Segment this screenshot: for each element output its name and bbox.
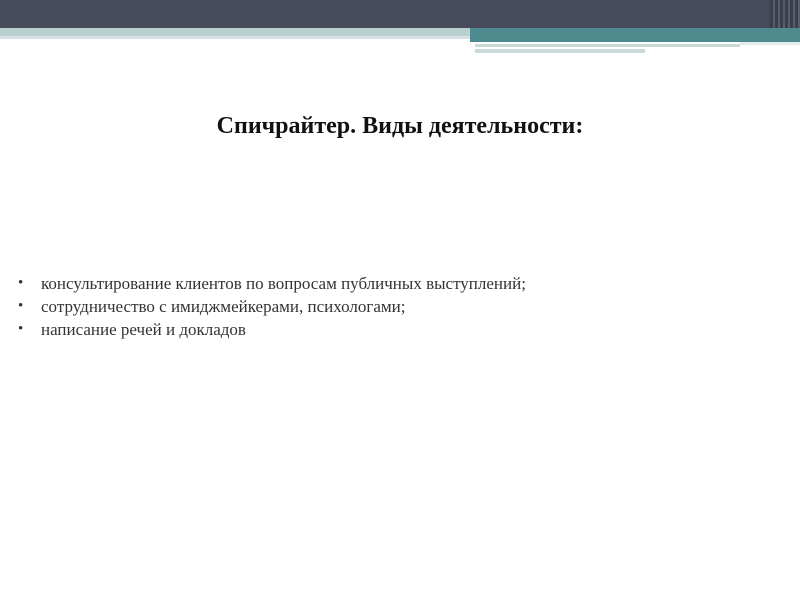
header-strip [0,36,470,39]
list-item-text: консультирование клиентов по вопросам публичных выступлений; [41,274,526,293]
header-strip [475,44,740,47]
list-item [18,295,578,318]
list-item-text: написание речей и докладов [41,320,246,339]
list-item [18,272,578,295]
bullet-list [18,272,578,341]
bullet-icon: • [18,275,24,291]
header-teal-accent [470,28,800,42]
slide-title: Спичрайтер. Виды деятельности: [216,113,584,139]
header-strip [475,49,645,53]
list-item [18,318,578,341]
list-item-text: сотрудничество с имиджмейкерами, психологами; [41,297,406,316]
header-dark-bar [0,0,800,28]
bullet-icon: • [18,298,24,314]
bullet-icon: • [18,321,24,337]
header-strip [740,42,800,45]
